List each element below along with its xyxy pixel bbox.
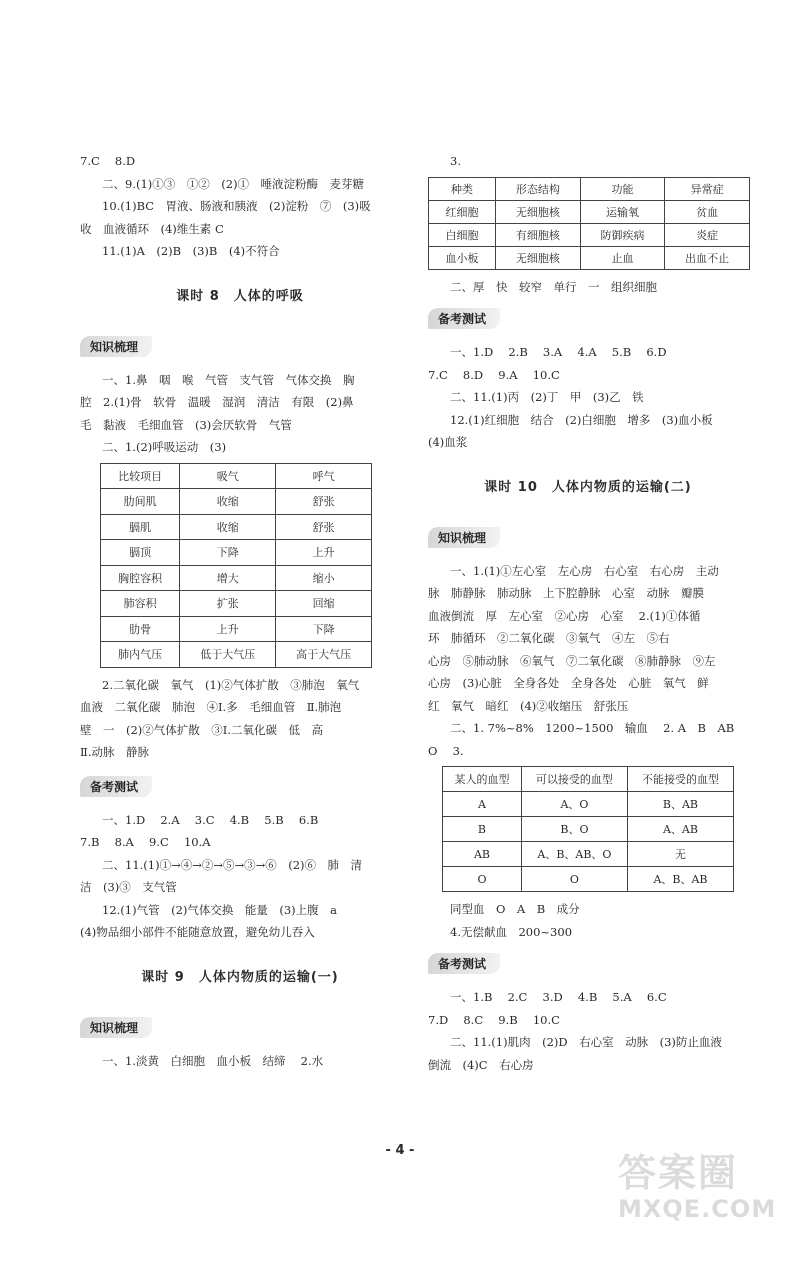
table-cell: 回缩 [276, 591, 372, 617]
table-cell: 运输氧 [580, 200, 665, 223]
text-line: 一、1.D 2.B 3.A 4.A 5.B 6.D [450, 345, 667, 359]
table-row [101, 540, 372, 566]
table-row [101, 642, 372, 668]
section-tag-knowledge: 知识梳理 [80, 336, 152, 357]
text-line: 二、9.(1)①③ ①② (2)① 唾液淀粉酶 麦芽糖 [102, 176, 365, 191]
text-line: 心房 (3)心脏 全身各处 全身各处 心脏 氧气 鲜 [428, 676, 709, 690]
text-line: 毛 黏液 毛细血管 (3)会厌软骨 气管 [80, 417, 292, 432]
table-row [443, 767, 734, 792]
section-tag-knowledge: 知识梳理 [80, 1017, 152, 1038]
table-cell: 收缩 [180, 514, 276, 540]
table-cell: 白细胞 [429, 223, 496, 246]
text-line: 一、1.(1)①左心室 左心房 右心室 右心房 主动 [450, 563, 719, 578]
table-cell: 吸气 [180, 463, 276, 489]
text-line: 12.(1)红细胞 结合 (2)白细胞 增多 (3)血小板 [450, 412, 713, 427]
text-line: 7.C 8.D [80, 154, 136, 168]
watermark-text: 答案圈 [618, 1151, 739, 1195]
table-row [429, 177, 750, 200]
table-row [443, 842, 734, 867]
text-line: 洁 (3)③ 支气管 [80, 880, 177, 894]
table-row [101, 463, 372, 489]
text-line: 4.无偿献血 200~300 [450, 924, 573, 939]
table-cell: 收缩 [180, 489, 276, 515]
text-line: 2.二氧化碳 氧气 (1)②气体扩散 ③肺泡 氧气 [102, 677, 360, 692]
table-cell: 增大 [180, 565, 276, 591]
table-cell: 肺内气压 [101, 642, 180, 668]
table-row [443, 792, 734, 817]
text-line: 心房 ⑤肺动脉 ⑥氧气 ⑦二氧化碳 ⑧肺静脉 ⑨左 [428, 653, 716, 668]
lesson10-test [428, 986, 748, 1076]
lesson8-knowledge [80, 369, 400, 459]
left-pre-block [80, 150, 400, 263]
table-cell: 红细胞 [429, 200, 496, 223]
table-cell: 防御疾病 [580, 223, 665, 246]
page-number: - 4 - [385, 1143, 415, 1158]
table-cell: 某人的血型 [443, 767, 522, 792]
text-line: 二、1. 7%~8% 1200~1500 输血 2. A B AB [450, 721, 735, 735]
table-cell: B、O [521, 817, 627, 842]
text-line: 腔 2.(1)骨 软骨 温暖 湿润 清洁 有限 (2)鼻 [80, 395, 354, 409]
text-line: Ⅱ.动脉 静脉 [80, 745, 149, 759]
lesson9-knowledge [80, 1050, 400, 1073]
section-tag-test: 备考测试 [428, 308, 500, 329]
table-cell: 出血不止 [665, 246, 750, 269]
table-row [101, 514, 372, 540]
text-line: 二、11.(1)丙 (2)丁 甲 (3)乙 铁 [450, 390, 644, 404]
table-cell: 扩张 [180, 591, 276, 617]
table-row [429, 200, 750, 223]
table-row [101, 591, 372, 617]
table-cell: 不能接受的血型 [627, 767, 733, 792]
table-cell: 比较项目 [101, 463, 180, 489]
table-cell: 肋骨 [101, 616, 180, 642]
table-cell: 无细胞核 [496, 200, 581, 223]
text-line: (4)物品细小部件不能随意放置，避免幼儿吞入 [80, 925, 315, 939]
table-cell: 肺容积 [101, 591, 180, 617]
text-line: 一、1.D 2.A 3.C 4.B 5.B 6.B [102, 812, 319, 827]
table-cell: 贫血 [665, 200, 750, 223]
lesson10-knowledge [428, 560, 748, 763]
text-line: 同型血 O A B 成分 [450, 902, 580, 916]
blood-type-table [442, 766, 734, 892]
table-cell: 肋间肌 [101, 489, 180, 515]
table-cell: 舒张 [276, 514, 372, 540]
lesson8-knowledge-continued [80, 674, 400, 764]
table-cell: B [443, 817, 522, 842]
table-cell: O [443, 867, 522, 892]
lesson10-knowledge-continued [428, 898, 748, 943]
text-line: 12.(1)气管 (2)气体交换 能量 (3)上腹 a [102, 902, 338, 917]
table-cell: 上升 [180, 616, 276, 642]
table-cell: 止血 [580, 246, 665, 269]
table-cell: 无细胞核 [496, 246, 581, 269]
text-line: 红 氧气 暗红 (4)②收缩压 舒张压 [428, 698, 629, 713]
table-cell: 下降 [276, 616, 372, 642]
table-cell: 血小板 [429, 246, 496, 269]
table-cell: 呼气 [276, 463, 372, 489]
table-cell: 膈肌 [101, 514, 180, 540]
section-tag-test: 备考测试 [80, 776, 152, 797]
table-cell: A、O [521, 792, 627, 817]
table-cell: 种类 [429, 177, 496, 200]
breathing-comparison-table [100, 463, 372, 668]
text-line: 脉 肺静脉 肺动脉 上下腔静脉 心室 动脉 瓣膜 [428, 586, 704, 600]
text-line: 血液倒流 厚 左心室 ②心房 心室 2.(1)①体循 [428, 608, 701, 623]
table-cell: 异常症 [665, 177, 750, 200]
table-cell: 膈顶 [101, 540, 180, 566]
table-row [101, 489, 372, 515]
section-tag-test: 备考测试 [428, 953, 500, 974]
text-line: 一、1.B 2.C 3.D 4.B 5.A 6.C [450, 990, 667, 1004]
lesson9-title: 课时 9 人体内物质的运输(一) [141, 969, 339, 985]
text-line: O 3. [428, 743, 464, 758]
text-line: 环 肺循环 ②二氧化碳 ③氧气 ④左 ⑤右 [428, 631, 670, 645]
text-line: 倒流 (4)C 右心房 [428, 1057, 534, 1072]
table-cell: 上升 [276, 540, 372, 566]
text-line: 7.C 8.D 9.A 10.C [428, 367, 560, 382]
lesson10-title: 课时 10 人体内物质的运输(二) [484, 479, 692, 495]
table-cell: 缩小 [276, 565, 372, 591]
right-column [428, 150, 748, 1076]
table-cell: A [443, 792, 522, 817]
text-line: 7.D 8.C 9.B 10.C [428, 1012, 560, 1027]
lesson8-test [80, 809, 400, 944]
lesson8-title: 课时 8 人体的呼吸 [176, 288, 304, 304]
left-column [80, 150, 400, 1072]
table-cell: A、B、AB [627, 867, 733, 892]
table-cell: A、AB [627, 817, 733, 842]
text-line: (4)血浆 [428, 435, 468, 449]
text-line: 二、11.(1)肌肉 (2)D 右心室 动脉 (3)防止血液 [450, 1035, 722, 1049]
text-line: 7.B 8.A 9.C 10.A [80, 835, 211, 849]
table-row [429, 246, 750, 269]
table-cell: 有细胞核 [496, 223, 581, 246]
text-line: 3. [450, 154, 461, 168]
text-line: 收 血液循环 (4)维生素 C [80, 221, 224, 236]
text-line: 一、1.鼻 咽 喉 气管 支气管 气体交换 胸 [102, 372, 355, 387]
text-line: 二、厚 快 较窄 单行 一 组织细胞 [450, 279, 657, 294]
table-row [443, 817, 734, 842]
text-line: 壁 一 (2)②气体扩散 ③Ⅰ.二氧化碳 低 高 [80, 722, 323, 737]
blood-cell-table [428, 177, 750, 270]
table-cell: O [521, 867, 627, 892]
text-line: 10.(1)BC 胃液、肠液和胰液 (2)淀粉 ⑦ (3)吸 [102, 199, 371, 213]
text-line: 二、11.(1)①→④→②→⑤→③→⑥ (2)⑥ 肺 清 [102, 857, 363, 872]
table-cell: 形态结构 [496, 177, 581, 200]
table-row [101, 565, 372, 591]
table-cell: A、B、AB、O [521, 842, 627, 867]
table-row [443, 867, 734, 892]
text-line: 二、1.(2)呼吸运动 (3) [102, 440, 227, 454]
table-cell: 无 [627, 842, 733, 867]
table-cell: 胸腔容积 [101, 565, 180, 591]
lesson9-test [428, 341, 748, 454]
table-cell: 可以接受的血型 [521, 767, 627, 792]
table-cell: AB [443, 842, 522, 867]
table-cell: B、AB [627, 792, 733, 817]
section-tag-knowledge: 知识梳理 [428, 527, 500, 548]
table-cell: 低于大气压 [180, 642, 276, 668]
watermark-logo [618, 1151, 778, 1241]
table-cell: 炎症 [665, 223, 750, 246]
watermark-url: MXQE.COM [618, 1195, 777, 1223]
text-line: 血液 二氧化碳 肺泡 ④Ⅰ.多 毛细血管 Ⅱ.肺泡 [80, 700, 342, 714]
text-line: 11.(1)A (2)B (3)B (4)不符合 [102, 244, 280, 258]
table-cell: 下降 [180, 540, 276, 566]
table-row [429, 223, 750, 246]
text-line: 一、1.淡黄 白细胞 血小板 结缔 2.水 [102, 1053, 324, 1068]
table-cell: 舒张 [276, 489, 372, 515]
table-cell: 功能 [580, 177, 665, 200]
table-row [101, 616, 372, 642]
table-cell: 高于大气压 [276, 642, 372, 668]
